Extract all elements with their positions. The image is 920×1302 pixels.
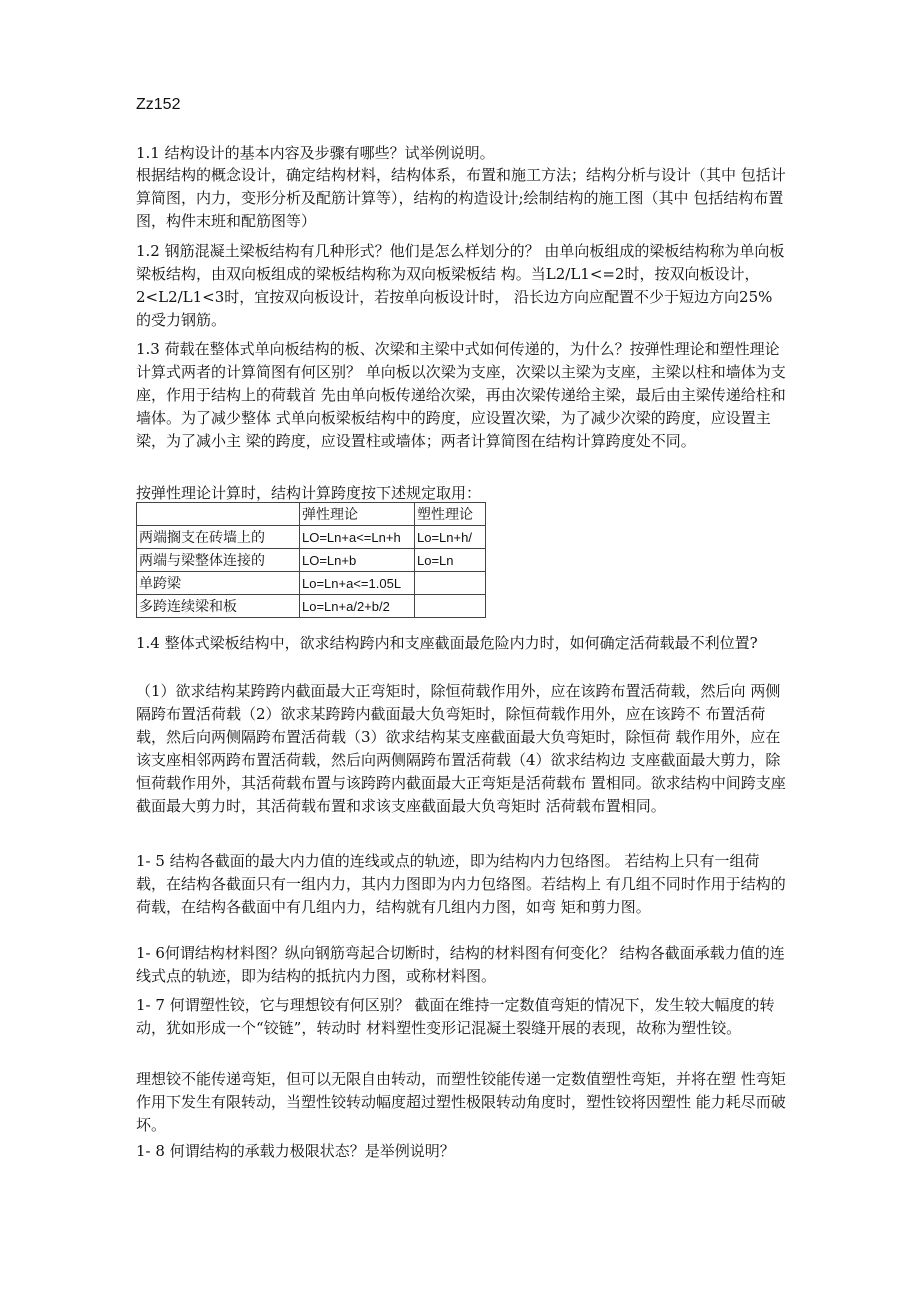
paragraph-question-1-8: 1- 8 何谓结构的承载力极限状态？是举例说明？ [136,1142,455,1160]
table-cell: 两端与梁整体连接的 [137,549,300,572]
paragraph-answer-1-1: 根据结构的概念设计，确定结构材料，结构体系，布置和施工方法；结构分析与设计（其中 包括计算简图，内力，变形分析及配筋计算等），结构的构造设计;绘制结构的施工图（其中 包括结构布置图，构件末班和配筋图等） [136,166,786,230]
paragraph-answer-1-7: 理想铰不能传递弯矩，但可以无限自由转动，而塑性铰能传递一定数值塑性弯矩，并将在塑 性弯矩作用下发生有限转动，当塑性铰转动幅度超过塑性极限转动角度时，塑性铰将因塑性 能力耗尽而破坏。 [136,1070,786,1134]
table-cell: 多跨连续梁和板 [137,595,300,618]
paragraph-question-1-6: 1- 6何谓结构材料图？纵向钢筋弯起合切断时，结构的材料图有何变化？ 结构各截面承载力值的连线式点的轨迹，即为结构的抵抗内力图，或称材料图。 [136,944,785,985]
paragraph-question-1-1: 1.1 结构设计的基本内容及步骤有哪些？试举例说明。 [136,144,495,162]
table-row [137,572,486,595]
paragraph-answer-1-4: （1）欲求结构某跨跨内截面最大正弯矩时，除恒荷载作用外，应在该跨布置活荷载，然后向 两侧隔跨布置活荷载（2）欲求某跨跨内截面最大负弯矩时，除恒荷载作用外，应在该跨不 布置活荷载，然后向两侧隔跨布置活荷载（3）欲求结构某支座截面最大负弯矩时，除恒荷 载作用外，应在该支座相邻两跨布置活荷载，然后向两侧隔跨布置活荷载（4）欲求结构边 支座截面最大剪力，除恒荷载作用外，其活荷载布置与该跨跨内截面最大正弯矩是活荷载布 置相同。欲求结构中间跨支座截面最大剪力时，其活荷载布置和求该支座截面最大负弯矩时 活荷载布置相同。 [136,682,786,815]
paragraph-question-1-7: 1- 7 何谓塑性铰，它与理想铰有何区别？ 截面在维持一定数值弯矩的情况下，发生较大幅度的转动，犹如形成一个“铰链”，转动时 材料塑性变形记混凝土裂缝开展的表现，故称为塑性铰。 [136,996,775,1037]
paragraph-question-1-4: 1.4 整体式梁板结构中，欲求结构跨内和支座截面最危险内力时，如何确定活荷载最不利位置? [136,634,758,652]
table-cell: Lo=Ln+a/2+b/2 [300,595,415,618]
table-row [137,549,486,572]
table-row [137,595,486,618]
table-cell [415,572,486,595]
document-id: Zz152 [136,96,181,113]
span-rule-table [136,502,486,618]
table-cell: Lo=Ln [415,549,486,572]
paragraph-question-1-3: 1.3 荷载在整体式单向板结构的板、次梁和主梁中式如何传递的，为什么？按弹性理论和塑性理论计算式两者的计算简图有何区别？ 单向板以次梁为支座，次梁以主梁为支座，主梁以柱和墙体为支座，作用于结构上的荷载首 先由单向板传递给次梁，再由次梁传递给主梁，最后由主梁传递给柱和墙体。为了减少整体 式单向板梁板结构中的跨度，应设置次梁，为了减少次梁的跨度，应设置主梁，为了减小主 梁的跨度，应设置柱或墙体；两者计算简图在结构计算跨度处不同。 [136,340,786,450]
paragraph-question-1-2: 1.2 钢筋混凝土梁板结构有几种形式？他们是怎么样划分的？ 由单向板组成的梁板结构称为单向板梁板结构，由双向板组成的梁板结构称为双向板梁板结 构。当L2/L1<=2时，按双向板设计，2<L2/L1<3时，宜按双向板设计，若按单向板设计时， 沿长边方向应配置不少于短边方向25%的受力钢筋。 [136,242,785,329]
table-cell: LO=Ln+b [300,549,415,572]
table-cell [415,595,486,618]
table-cell: LO=Ln+a<=Ln+h [300,526,415,549]
paragraph-question-1-5: 1- 5 结构各截面的最大内力值的连线或点的轨迹，即为结构内力包络图。 若结构上只有一组荷载，在结构各截面只有一组内力，其内力图即为内力包络图。若结构上 有几组不同时作用于结构的荷载，在结构各截面中有几组内力，结构就有几组内力图，如弯 矩和剪力图。 [136,852,786,916]
table-cell: 两端搁支在砖墙上的 [137,526,300,549]
table-header-cell [137,503,300,526]
table-row [137,526,486,549]
table-cell: 单跨梁 [137,572,300,595]
table-header-row [137,503,486,526]
table-header-cell: 塑性理论 [415,503,486,526]
table-header-cell: 弹性理论 [300,503,415,526]
table-cell: Lo=Ln+h/ [415,526,486,549]
paragraph-table-intro: 按弹性理论计算时，结构计算跨度按下述规定取用： [136,484,482,502]
table-cell: Lo=Ln+a<=1.05L [300,572,415,595]
